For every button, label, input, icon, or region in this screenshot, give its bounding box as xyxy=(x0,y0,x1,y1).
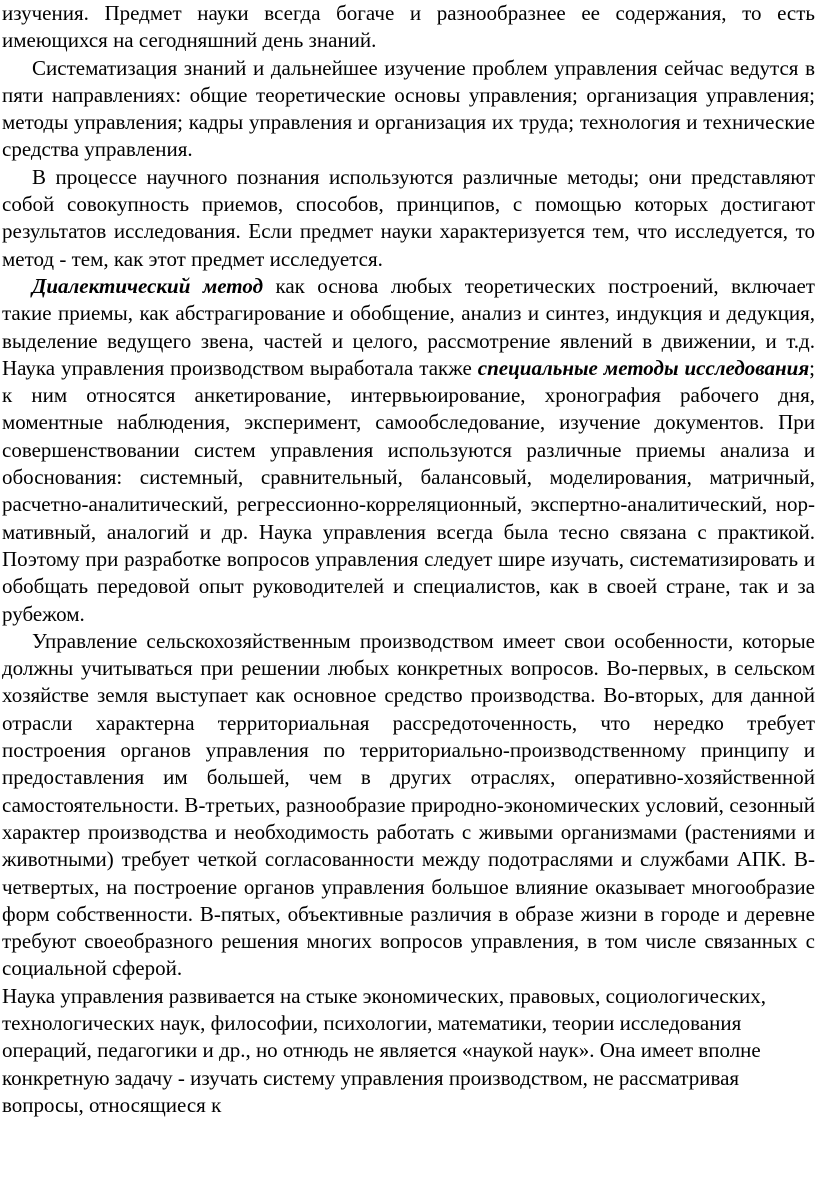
paragraph-2: Систематизация знаний и дальнейшее изучение проблем управления сейчас ведутся в пяти направлениях: общие теоретические основы управления; организация управления; методы управления; кадры управления и организация их труда; технология и технические средства управления. xyxy=(2,55,815,162)
paragraph-4-text-1: как основа любых теоретических построений, включает такие приемы, как абстрагирование и обобщение, анализ и синтез, индукция и дедукция, выделение ведущего звена, частей и целого, рассмотрение явлений в движении, и т.д. Наука управления производством выработала также xyxy=(2,273,815,380)
term-dialectical-method: Диалектический метод xyxy=(32,273,263,298)
document-page xyxy=(2,0,815,1119)
paragraph-4-text-2: ; к ним относятся анкетирование, интервьюирование, хронография рабочего дня, моментные наблюдения, эксперимент, самообследование, изучение документов. При совершенствовании систем управления используются различные приемы анализа и обоснования: системный, сравнительный, балансовый, моделирования, матричный, расчетно-аналитический, регрессионно-корреляционный, экспертно-аналитический, нормативный, аналогий и др. Наука управления всегда была тесно связана с практикой. Поэтому при разработке вопросов управления следует шире изучать, систематизировать и обобщать передовой опыт руководителей и специалистов, как в своей стране, так и за рубежом. xyxy=(2,355,816,626)
paragraph-4 xyxy=(2,273,815,628)
paragraph-5: Управление сельскохозяйственным производством имеет свои особенности, которые должны учитываться при решении любых конкретных вопросов. Во-первых, в сельском хозяйстве земля выступает как основное средство производства. Во-вторых, для данной отрасли характерна территориальная рассредоточенность, что нередко требует построения органов управления по территориально-производственному принципу и предоставления им большей, чем в других отраслях, оперативно-хозяйственной самостоятельности. В-третьих, разнообразие природно-экономических условий, сезонный характер производства и необходимость работать с живыми организмами (растениями и животными) требует четкой согласованности между подотраслями и службами АПК. В-четвертых, на построение органов управления большое влияние оказывает многообразие форм собственности. В-пятых, объективные различия в образе жизни в городе и деревне требуют своеобразного решения многих вопросов управления, в том числе связанных с социальной сферой. xyxy=(2,628,815,981)
paragraph-1: изучения. Предмет науки всегда богаче и разнообразнее ее содержания, то есть имеющихся на сегодняшний день знаний. xyxy=(2,1,815,53)
paragraph-6: Наука управления развивается на стыке экономических, правовых, социологических, технологических наук, философии, психологии, математики, теории исследования операций, педагогики и др., но отнюдь не является «наукой наук». Она имеет вполне конкретную задачу - изучать систему управления производством, не рассматривая вопросы, относящиеся к xyxy=(2,983,766,1117)
paragraph-3: В процессе научного познания используются различные методы; они представляют собой совокупность приемов, способов, принципов, с помощью которых достигают результатов исследования. Если предмет науки характеризуется тем, что исследуется, то метод - тем, как этот предмет исследуется. xyxy=(2,164,815,271)
term-special-methods: специальные методы исследования xyxy=(477,355,810,380)
